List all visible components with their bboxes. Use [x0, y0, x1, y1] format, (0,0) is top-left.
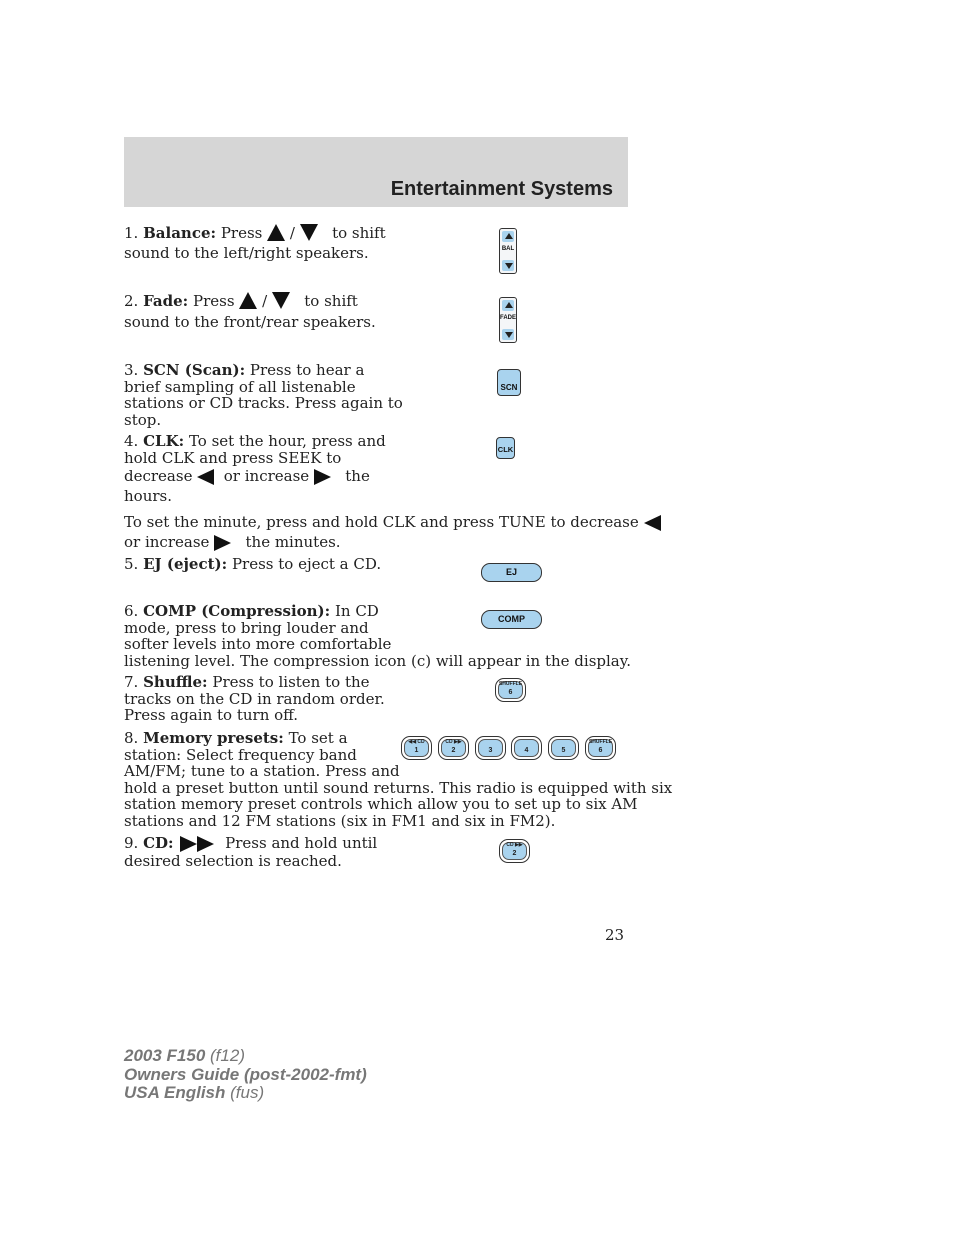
clock-text: 4. CLK: To set the hour, press and hold CLK and press SEEK to decrease or increase the hours. [124, 432, 386, 505]
preset-label: SHUFFLE [588, 739, 613, 745]
preset-button-3[interactable] [475, 736, 506, 760]
cd-number: 2 [512, 850, 517, 857]
balance-button[interactable] [499, 228, 517, 274]
up-arrow-icon [505, 302, 513, 308]
preset-number: 1 [414, 747, 419, 754]
left-arrow-icon [197, 469, 214, 485]
fast-forward-icon [197, 836, 214, 852]
preset-button-5[interactable] [548, 736, 579, 760]
eject-text: 5. EJ (eject): Press to eject a CD. [124, 555, 382, 573]
preset-number: 3 [488, 747, 493, 754]
up-arrow-icon [267, 224, 285, 241]
scan-text: 3. SCN (Scan): Press to hear a brief sampling of all listenable stations or CD tracks. Press again to stop. [124, 361, 403, 429]
preset-number: 5 [561, 747, 566, 754]
shuffle-button[interactable] [495, 678, 526, 702]
preset-number: 4 [524, 747, 529, 754]
memory-text: 8. Memory presets: To set a station: Select frequency band AM/FM; tune to a station. Press and hold a preset button until sound returns. This radio is equipped with six station memory preset controls which allow you to set up to six AM stations and 12 FM stations (six in FM1 and six in FM2). [124, 729, 673, 830]
left-arrow-icon [644, 515, 661, 531]
cd-button[interactable] [499, 839, 530, 863]
balance-text: 1. Balance: Press / to shift sound to the left/right speakers. [124, 224, 386, 262]
shuffle-number: 6 [508, 689, 513, 696]
cd-text: 9. CD: Press and hold until desired selection is reached. [124, 834, 378, 870]
preset-label: ◀◀ CD [408, 739, 425, 745]
fade-text: 2. Fade: Press / to shift sound to the front/rear speakers. [124, 292, 376, 331]
clk-button[interactable]: CLK [496, 437, 515, 459]
shuffle-text: 7. Shuffle: Press to listen to the tracks on the CD in random order. Press again to turn off. [124, 673, 385, 724]
scn-button[interactable]: SCN [497, 369, 521, 396]
clock-minute-text: To set the minute, press and hold CLK and press TUNE to decrease or increase the minutes. [124, 514, 661, 551]
preset-label: CD ▶▶ [445, 739, 462, 745]
down-arrow-icon [300, 224, 318, 241]
footer: 2003 F150 (f12) Owners Guide (post-2002-fmt) USA English (fus) [124, 1046, 367, 1102]
preset-number: 2 [451, 747, 456, 754]
preset-button-4[interactable] [511, 736, 542, 760]
fast-forward-icon [180, 836, 197, 852]
header-band [124, 137, 628, 207]
comp-text: 6. COMP (Compression): In CD mode, press to bring louder and softer levels into more comfortable listening level. The compression icon (c) will appear in the display. [124, 602, 631, 670]
preset-button-6[interactable] [585, 736, 616, 760]
fade-button[interactable] [499, 297, 517, 343]
preset-number: 6 [598, 747, 603, 754]
down-arrow-icon [272, 292, 290, 309]
up-arrow-icon [505, 233, 513, 239]
ej-button[interactable]: EJ [481, 563, 542, 582]
bal-label: BAL [501, 246, 515, 252]
right-arrow-icon [314, 469, 331, 485]
down-arrow-icon [505, 263, 513, 269]
page-number: 23 [605, 926, 625, 944]
comp-button[interactable]: COMP [481, 610, 542, 629]
preset-button-2[interactable] [438, 736, 469, 760]
preset-button-1[interactable] [401, 736, 432, 760]
down-arrow-icon [505, 332, 513, 338]
right-arrow-icon [214, 535, 231, 551]
section-title: Entertainment Systems [390, 178, 613, 200]
up-arrow-icon [239, 292, 257, 309]
shuffle-label: SHUFFLE [498, 681, 523, 687]
fade-label: FADE [500, 315, 517, 321]
cd-label: CD ▶▶ [506, 842, 523, 848]
